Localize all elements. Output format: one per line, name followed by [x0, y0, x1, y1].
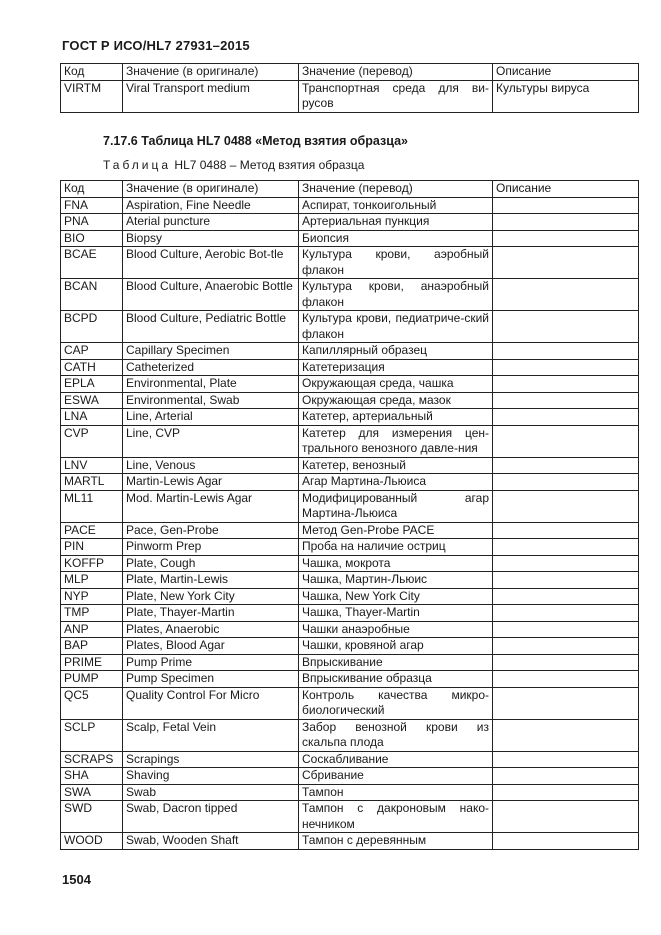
- cell-code: TMP: [61, 605, 123, 622]
- cell-code: VIRTM: [61, 80, 123, 112]
- cell-original: Pump Prime: [123, 654, 299, 671]
- cell-description: [493, 392, 639, 409]
- table-row: [61, 539, 639, 556]
- cell-original: Line, CVP: [123, 425, 299, 457]
- table-row: [61, 719, 639, 751]
- cell-description: [493, 784, 639, 801]
- table-row: [61, 687, 639, 719]
- cell-code: CATH: [61, 359, 123, 376]
- cell-translation: Метод Gen-Probe PACE: [299, 522, 493, 539]
- cell-description: [493, 279, 639, 311]
- table-row: [61, 197, 639, 214]
- table-row: [61, 654, 639, 671]
- cell-description: [493, 555, 639, 572]
- table-row: [61, 751, 639, 768]
- cell-description: [493, 197, 639, 214]
- cell-code: WOOD: [61, 833, 123, 850]
- table-row: [61, 457, 639, 474]
- cell-original: Biopsy: [123, 230, 299, 247]
- cell-translation: Культура крови, анаэробный флакон: [299, 279, 493, 311]
- cell-code: BCPD: [61, 311, 123, 343]
- table-caption: [103, 158, 364, 172]
- cell-description: [493, 522, 639, 539]
- cell-translation: Транспортная среда для ви-русов: [299, 80, 493, 112]
- col-header-code: Код: [61, 181, 123, 198]
- cell-original: Plate, Thayer-Martin: [123, 605, 299, 622]
- cell-description: [493, 214, 639, 231]
- cell-description: [493, 490, 639, 522]
- page-number: 1504: [62, 872, 91, 887]
- cell-description: [493, 621, 639, 638]
- cell-original: Catheterized: [123, 359, 299, 376]
- cell-description: [493, 687, 639, 719]
- cell-original: Blood Culture, Aerobic Bot-tle: [123, 247, 299, 279]
- cell-code: KOFFP: [61, 555, 123, 572]
- cell-description: [493, 425, 639, 457]
- cell-code: PUMP: [61, 671, 123, 688]
- cell-translation: Аспират, тонкоигольный: [299, 197, 493, 214]
- table-caption-rest: HL7 0488 – Метод взятия образца: [174, 158, 365, 172]
- table-row: [61, 572, 639, 589]
- cell-original: Plate, New York City: [123, 588, 299, 605]
- cell-original: Scalp, Fetal Vein: [123, 719, 299, 751]
- col-header-translation: Значение (перевод): [299, 64, 493, 81]
- cell-description: [493, 719, 639, 751]
- table-row: [61, 621, 639, 638]
- cell-original: Line, Arterial: [123, 409, 299, 426]
- cell-code: ESWA: [61, 392, 123, 409]
- cell-original: Blood Culture, Anaerobic Bottle: [123, 279, 299, 311]
- cell-description: [493, 539, 639, 556]
- cell-description: [493, 457, 639, 474]
- cell-translation: Артериальная пункция: [299, 214, 493, 231]
- cell-translation: Тампон с дакроновым нако-нечником: [299, 801, 493, 833]
- table-row: [61, 80, 639, 112]
- cell-description: [493, 474, 639, 491]
- cell-original: Scrapings: [123, 751, 299, 768]
- cell-description: [493, 311, 639, 343]
- cell-code: PNA: [61, 214, 123, 231]
- cell-code: FNA: [61, 197, 123, 214]
- cell-code: CVP: [61, 425, 123, 457]
- table-row: [61, 247, 639, 279]
- cell-translation: Сбривание: [299, 768, 493, 785]
- cell-translation: Проба на наличие остриц: [299, 539, 493, 556]
- cell-description: [493, 801, 639, 833]
- cell-code: ANP: [61, 621, 123, 638]
- cell-translation: Капиллярный образец: [299, 343, 493, 360]
- cell-original: Martin-Lewis Agar: [123, 474, 299, 491]
- table-row: [61, 638, 639, 655]
- cell-translation: Катетеризация: [299, 359, 493, 376]
- cell-description: [493, 376, 639, 393]
- top-table: [60, 63, 639, 113]
- cell-translation: Биопсия: [299, 230, 493, 247]
- cell-translation: Соскабливание: [299, 751, 493, 768]
- cell-code: LNV: [61, 457, 123, 474]
- cell-translation: Чашка, New York City: [299, 588, 493, 605]
- col-header-original: Значение (в оригинале): [123, 181, 299, 198]
- cell-original: Swab, Dacron tipped: [123, 801, 299, 833]
- cell-original: Aspiration, Fine Needle: [123, 197, 299, 214]
- cell-description: [493, 671, 639, 688]
- table-row: [61, 392, 639, 409]
- table-row: [61, 768, 639, 785]
- cell-translation: Агар Мартина-Льюиса: [299, 474, 493, 491]
- main-table: [60, 180, 639, 850]
- cell-original: Environmental, Plate: [123, 376, 299, 393]
- cell-translation: Культура крови, педиатриче-ский флакон: [299, 311, 493, 343]
- cell-original: Pump Specimen: [123, 671, 299, 688]
- table-row: [61, 522, 639, 539]
- cell-code: QC5: [61, 687, 123, 719]
- col-header-original: Значение (в оригинале): [123, 64, 299, 81]
- section-title: 7.17.6 Таблица HL7 0488 «Метод взятия образца»: [103, 134, 408, 148]
- cell-description: [493, 768, 639, 785]
- table-row: [61, 409, 639, 426]
- col-header-description: Описание: [493, 181, 639, 198]
- cell-code: MARTL: [61, 474, 123, 491]
- table-row: [61, 605, 639, 622]
- cell-translation: Чашки анаэробные: [299, 621, 493, 638]
- cell-translation: Впрыскивание: [299, 654, 493, 671]
- cell-code: NYP: [61, 588, 123, 605]
- table-row: [61, 784, 639, 801]
- cell-translation: Чашки, кровяной агар: [299, 638, 493, 655]
- cell-translation: Забор венозной крови из скальпа плода: [299, 719, 493, 751]
- cell-translation: Катетер, артериальный: [299, 409, 493, 426]
- cell-translation: Культура крови, аэробный флакон: [299, 247, 493, 279]
- col-header-description: Описание: [493, 64, 639, 81]
- table-row: [61, 671, 639, 688]
- cell-translation: Окружающая среда, чашка: [299, 376, 493, 393]
- cell-translation: Катетер для измерения цен-трального венозного давле-ния: [299, 425, 493, 457]
- cell-translation: Окружающая среда, мазок: [299, 392, 493, 409]
- cell-code: EPLA: [61, 376, 123, 393]
- cell-translation: Чашка, Мартин-Льюис: [299, 572, 493, 589]
- table-row: [61, 833, 639, 850]
- cell-original: Shaving: [123, 768, 299, 785]
- cell-code: SHA: [61, 768, 123, 785]
- cell-code: BCAN: [61, 279, 123, 311]
- cell-code: SWA: [61, 784, 123, 801]
- cell-description: [493, 751, 639, 768]
- cell-original: Environmental, Swab: [123, 392, 299, 409]
- cell-code: ML11: [61, 490, 123, 522]
- cell-original: Aterial puncture: [123, 214, 299, 231]
- cell-code: SCRAPS: [61, 751, 123, 768]
- cell-description: [493, 654, 639, 671]
- cell-original: Swab, Wooden Shaft: [123, 833, 299, 850]
- cell-description: [493, 230, 639, 247]
- table-row: [61, 555, 639, 572]
- cell-code: SCLP: [61, 719, 123, 751]
- cell-original: Plate, Cough: [123, 555, 299, 572]
- cell-code: CAP: [61, 343, 123, 360]
- main-table-body: [61, 197, 639, 849]
- cell-original: Plates, Anaerobic: [123, 621, 299, 638]
- cell-translation: Модифицированный агар Мартина-Льюиса: [299, 490, 493, 522]
- cell-original: Plate, Martin-Lewis: [123, 572, 299, 589]
- cell-translation: Тампон: [299, 784, 493, 801]
- col-header-code: Код: [61, 64, 123, 81]
- cell-translation: Катетер, венозный: [299, 457, 493, 474]
- cell-original: Plates, Blood Agar: [123, 638, 299, 655]
- cell-translation: Чашка, Thayer-Martin: [299, 605, 493, 622]
- table-row: [61, 376, 639, 393]
- cell-description: Культуры вируса: [493, 80, 639, 112]
- cell-code: PRIME: [61, 654, 123, 671]
- table-row: [61, 474, 639, 491]
- cell-original: Blood Culture, Pediatric Bottle: [123, 311, 299, 343]
- cell-original: Pace, Gen-Probe: [123, 522, 299, 539]
- cell-description: [493, 409, 639, 426]
- cell-code: BCAE: [61, 247, 123, 279]
- cell-code: SWD: [61, 801, 123, 833]
- cell-original: Mod. Martin-Lewis Agar: [123, 490, 299, 522]
- table-row: [61, 279, 639, 311]
- table-row: [61, 311, 639, 343]
- document-header: ГОСТ Р ИСО/HL7 27931–2015: [62, 38, 250, 53]
- cell-original: Swab: [123, 784, 299, 801]
- cell-code: PIN: [61, 539, 123, 556]
- table-row: [61, 490, 639, 522]
- cell-translation: Тампон с деревянным: [299, 833, 493, 850]
- table-row: [61, 425, 639, 457]
- cell-translation: Чашка, мокрота: [299, 555, 493, 572]
- cell-description: [493, 359, 639, 376]
- cell-original: Quality Control For Micro: [123, 687, 299, 719]
- cell-original: Viral Transport medium: [123, 80, 299, 112]
- cell-original: Pinworm Prep: [123, 539, 299, 556]
- table-row: [61, 801, 639, 833]
- table-row: [61, 214, 639, 231]
- cell-code: PACE: [61, 522, 123, 539]
- col-header-translation: Значение (перевод): [299, 181, 493, 198]
- table-row: [61, 359, 639, 376]
- cell-original: Capillary Specimen: [123, 343, 299, 360]
- cell-description: [493, 343, 639, 360]
- cell-code: MLP: [61, 572, 123, 589]
- cell-code: BAP: [61, 638, 123, 655]
- cell-description: [493, 588, 639, 605]
- table-row: [61, 343, 639, 360]
- table-row: [61, 588, 639, 605]
- cell-description: [493, 572, 639, 589]
- cell-original: Line, Venous: [123, 457, 299, 474]
- main-table-header-row: [61, 181, 639, 198]
- cell-description: [493, 605, 639, 622]
- cell-description: [493, 247, 639, 279]
- cell-code: LNA: [61, 409, 123, 426]
- cell-translation: Контроль качества микро-биологический: [299, 687, 493, 719]
- cell-code: BIO: [61, 230, 123, 247]
- cell-translation: Впрыскивание образца: [299, 671, 493, 688]
- cell-description: [493, 833, 639, 850]
- top-table-header-row: [61, 64, 639, 81]
- table-row: [61, 230, 639, 247]
- cell-description: [493, 638, 639, 655]
- table-caption-word: Таблица: [103, 158, 172, 172]
